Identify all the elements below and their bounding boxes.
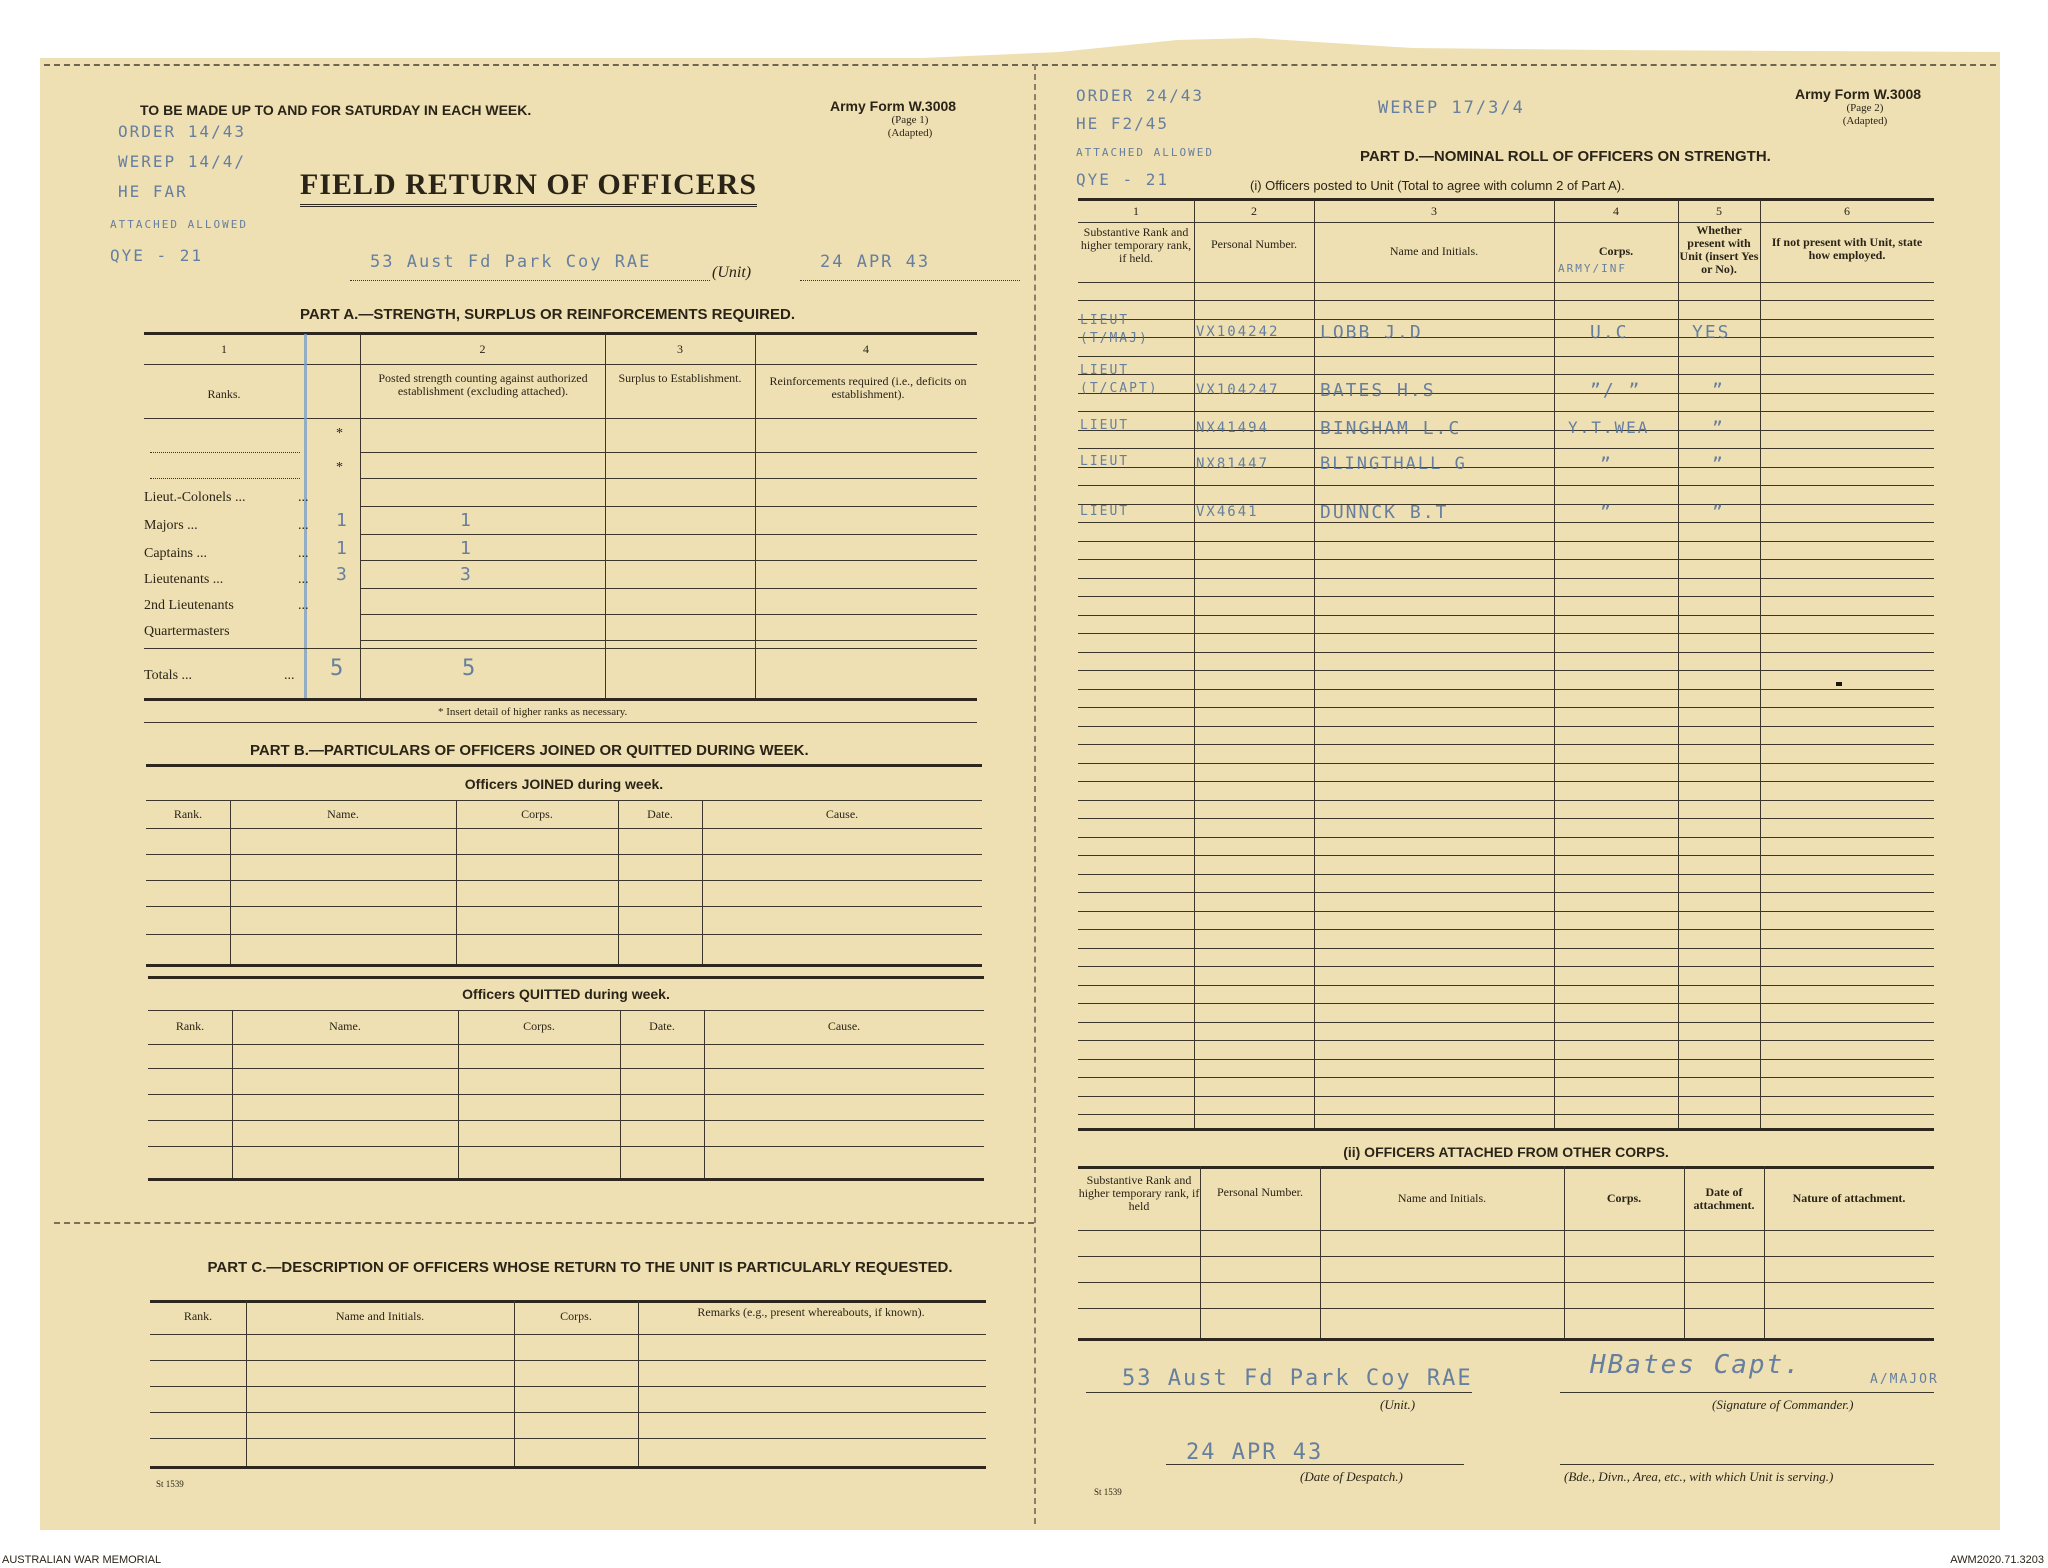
rank-dots: ... xyxy=(298,546,309,561)
instruction-text: TO BE MADE UP TO AND FOR SATURDAY IN EACH WEEK. xyxy=(140,102,532,118)
roll-rule xyxy=(1078,615,1934,616)
rank-value: 1 xyxy=(336,510,349,531)
rank-label: Captains ... xyxy=(144,546,207,561)
unit-label: (Unit.) xyxy=(1380,1397,1416,1412)
entry-name: BLINGTHALL G xyxy=(1320,454,1467,474)
part-a-heading: PART A.—STRENGTH, SURPLUS OR REINFORCEMENTS REQUIRED. xyxy=(300,306,796,323)
roll-rule xyxy=(1078,1022,1934,1023)
part-a-footnote: * Insert detail of higher ranks as necessary. xyxy=(438,706,628,718)
col-head: Name. xyxy=(327,807,359,821)
col-divider xyxy=(620,1010,621,1178)
col-divider xyxy=(618,800,619,964)
col-num: 1 xyxy=(1133,204,1139,218)
roll-rule xyxy=(1078,744,1934,745)
part-d-sub-ii: (ii) OFFICERS ATTACHED FROM OTHER CORPS. xyxy=(1343,1144,1669,1160)
entry-corps: U.C xyxy=(1590,322,1629,343)
rule xyxy=(146,934,982,935)
col-divider xyxy=(755,334,756,698)
col-head: Date. xyxy=(649,1019,675,1033)
entry-present: ” xyxy=(1712,380,1725,401)
handwritten-date: 24 APR 43 xyxy=(820,252,931,272)
page1-perforation xyxy=(54,1222,1034,1224)
entry-present: ” xyxy=(1712,418,1725,439)
entry-corps: ” xyxy=(1600,502,1613,523)
part-c-bottom-rule xyxy=(150,1466,986,1469)
col-num: 5 xyxy=(1716,204,1722,218)
adapted-label: (Adapted) xyxy=(1842,115,1888,127)
rule xyxy=(144,722,977,723)
rule xyxy=(360,560,977,561)
col-head: Corps. xyxy=(523,1019,555,1033)
totals-value: 5 xyxy=(330,656,346,681)
handwritten-stamp: ORDER 14/43 xyxy=(118,122,246,141)
col-divider xyxy=(458,1010,459,1178)
handwritten-stamp: ATTACHED ALLOWED xyxy=(110,218,248,231)
print-code: St 1539 xyxy=(1094,1487,1122,1497)
part-d-top-rule xyxy=(1078,198,1934,201)
col-head: Name and Initials. xyxy=(1389,244,1479,258)
star-row: * xyxy=(336,426,343,441)
roll-rule xyxy=(1078,985,1934,986)
totals-posted-value: 5 xyxy=(462,656,478,681)
rank-value: 3 xyxy=(336,564,349,585)
entry-corps: ”/ ” xyxy=(1590,380,1642,401)
col-divider xyxy=(514,1300,515,1466)
entry-number: VX104247 xyxy=(1196,382,1280,398)
roll-rule xyxy=(1078,522,1934,523)
joined-bottom-rule xyxy=(146,964,982,967)
page-label: (Page 1) xyxy=(891,114,929,126)
rank-label: Lieut.-Colonels ... xyxy=(144,490,246,505)
col-num: 4 xyxy=(1613,204,1619,218)
col-divider xyxy=(1684,1166,1685,1338)
rule xyxy=(148,1120,984,1121)
rule xyxy=(1078,282,1934,283)
roll-rule xyxy=(1078,855,1934,856)
rank-dots: ... xyxy=(298,598,309,613)
bde-label: (Bde., Divn., Area, etc., with which Unit is serving.) xyxy=(1564,1469,1834,1484)
entry-rank: LIEUT (T/MAJ) xyxy=(1080,313,1149,346)
col-head: Substantive Rank and higher temporary rank, if held. xyxy=(1080,225,1192,265)
col-divider xyxy=(456,800,457,964)
date-line xyxy=(800,280,1020,281)
col-divider xyxy=(246,1300,247,1466)
entry-number: VX4641 xyxy=(1196,504,1259,520)
rule xyxy=(146,800,982,801)
col-num: 6 xyxy=(1844,204,1850,218)
handwritten-stamp: WEREP 17/3/4 xyxy=(1378,98,1525,118)
rank-label: Majors ... xyxy=(144,518,198,533)
perforation-top xyxy=(44,64,1996,66)
col-head: Cause. xyxy=(827,1019,861,1033)
roll-rule xyxy=(1078,1096,1934,1097)
part-d-sub-i: (i) Officers posted to Unit (Total to agree with column 2 of Part A). xyxy=(1250,178,1625,193)
entry-corps: ” xyxy=(1600,454,1613,475)
part-a-bottom-rule xyxy=(144,698,977,701)
col-head: Rank. xyxy=(175,1019,205,1033)
col-divider xyxy=(702,800,703,964)
handwritten-unit: 53 Aust Fd Park Coy RAE xyxy=(1122,1366,1473,1391)
rule xyxy=(146,828,982,829)
handwritten-unit: 53 Aust Fd Park Coy RAE xyxy=(370,252,652,272)
col-divider xyxy=(360,334,361,698)
col-head: Corps. xyxy=(1606,1191,1642,1205)
roll-rule xyxy=(1078,781,1934,782)
roll-rule xyxy=(1078,763,1934,764)
roll-rule xyxy=(1078,300,1934,301)
col-divider xyxy=(1200,1166,1201,1338)
roll-rule xyxy=(1078,800,1934,801)
col-head-reinforcements: Reinforcements required (i.e., deficits on establishment). xyxy=(769,374,967,401)
col-head: Rank. xyxy=(173,807,203,821)
rule xyxy=(1078,1282,1934,1283)
entry-number: NX81447 xyxy=(1196,456,1270,472)
col-head: Whether present with Unit (insert Yes or No). xyxy=(1679,223,1759,276)
rule xyxy=(148,1146,984,1147)
entry-rank: LIEUT xyxy=(1080,454,1130,469)
roll-rule xyxy=(1078,1114,1934,1115)
col-divider xyxy=(232,1010,233,1178)
entry-name: LOBB J.D xyxy=(1320,322,1423,343)
rule xyxy=(150,1386,986,1387)
archive-credit: AUSTRALIAN WAR MEMORIAL xyxy=(2,1554,162,1566)
rule xyxy=(1078,1230,1934,1231)
roll-rule xyxy=(1078,559,1934,560)
army-form-number: Army Form W.3008 xyxy=(1795,86,1922,102)
army-form-number: Army Form W.3008 xyxy=(830,98,957,114)
rule xyxy=(360,478,977,479)
roll-rule xyxy=(1078,707,1934,708)
handwritten-stamp: QYE - 21 xyxy=(1076,170,1170,189)
rule xyxy=(144,418,977,419)
part-d-ii-top-rule xyxy=(1078,1166,1934,1169)
roll-rule xyxy=(1078,485,1934,486)
col-num: 1 xyxy=(221,342,227,356)
adapted-label: (Adapted) xyxy=(887,127,933,139)
handwritten-stamp: ORDER 24/43 xyxy=(1076,86,1204,105)
rule xyxy=(148,1068,984,1069)
part-b-heading: PART B.—PARTICULARS OF OFFICERS JOINED OR QUITTED DURING WEEK. xyxy=(250,742,809,759)
rank-value: 1 xyxy=(336,538,349,559)
rank-label: Quartermasters xyxy=(144,624,230,639)
rank-label: Lieutenants ... xyxy=(144,572,224,587)
entry-name: BATES H.S xyxy=(1320,380,1436,401)
col-divider xyxy=(1314,200,1315,1128)
roll-rule xyxy=(1078,966,1934,967)
col-head: Remarks (e.g., present whereabouts, if known). xyxy=(697,1305,925,1319)
roll-rule xyxy=(1078,541,1934,542)
handwritten-stamp: QYE - 21 xyxy=(110,246,204,265)
rule xyxy=(1078,222,1934,223)
corps-header-note: ARMY/INF xyxy=(1558,262,1627,275)
unit-line xyxy=(1086,1392,1472,1393)
center-fold xyxy=(1034,64,1036,1524)
totals-dots: ... xyxy=(284,668,295,683)
col-head: If not present with Unit, state how employed. xyxy=(1771,235,1923,262)
entry-rank: LIEUT (T/CAPT) xyxy=(1080,363,1159,396)
rule xyxy=(360,534,977,535)
quitted-bottom-rule xyxy=(148,1178,984,1181)
roll-rule xyxy=(1078,578,1934,579)
part-d-i-bottom-rule xyxy=(1078,1128,1934,1131)
dotted-rule xyxy=(150,478,300,479)
signature-suffix: A/MAJOR xyxy=(1870,1372,1939,1387)
ranks-blue-line xyxy=(304,334,307,698)
entry-present: ” xyxy=(1712,502,1725,523)
rule xyxy=(144,648,977,649)
entry-rank: LIEUT xyxy=(1080,418,1130,433)
col-num: 3 xyxy=(1431,204,1437,218)
col-divider xyxy=(1554,200,1555,1128)
rule xyxy=(360,614,977,615)
roll-rule xyxy=(1078,356,1934,357)
roll-rule xyxy=(1078,1040,1934,1041)
roll-rule xyxy=(1078,374,1934,375)
part-d-heading: PART D.—NOMINAL ROLL OF OFFICERS ON STRENGTH. xyxy=(1360,148,1771,165)
roll-rule xyxy=(1078,633,1934,634)
rule xyxy=(360,640,977,641)
col-divider xyxy=(1564,1166,1565,1338)
rule xyxy=(146,906,982,907)
archive-reference: AWM2020.71.3203 xyxy=(1950,1554,2044,1566)
unit-label: (Unit) xyxy=(712,264,752,281)
rule xyxy=(150,1334,986,1335)
roll-rule xyxy=(1078,596,1934,597)
totals-label: Totals ... xyxy=(144,668,193,683)
rule xyxy=(146,880,982,881)
form-title: FIELD RETURN OF OFFICERS xyxy=(300,168,757,207)
col-head: Name and Initials. xyxy=(335,1309,425,1323)
rule xyxy=(150,1360,986,1361)
rule xyxy=(146,854,982,855)
entry-rank: LIEUT xyxy=(1080,504,1130,519)
rank-dots: ... xyxy=(298,518,309,533)
handwritten-stamp: WEREP 14/4/ xyxy=(118,152,246,171)
col-head-surplus: Surplus to Establishment. xyxy=(618,371,742,385)
col-head: Date of attachment. xyxy=(1693,1185,1755,1212)
page-label: (Page 2) xyxy=(1846,102,1884,114)
rule xyxy=(1078,1256,1934,1257)
joined-title: Officers JOINED during week. xyxy=(464,776,664,792)
commander-signature: HBates Capt. xyxy=(1590,1350,1802,1380)
col-num: 2 xyxy=(479,342,486,356)
col-head: Name. xyxy=(329,1019,361,1033)
part-a-top-rule xyxy=(144,332,977,335)
handwritten-stamp: ATTACHED ALLOWED xyxy=(1076,146,1214,159)
part-c-heading: PART C.—DESCRIPTION OF OFFICERS WHOSE RETURN TO THE UNIT IS PARTICULARLY REQUESTED. xyxy=(207,1259,953,1276)
roll-rule xyxy=(1078,652,1934,653)
signature-line xyxy=(1560,1392,1934,1393)
rule xyxy=(360,452,977,453)
col-head-corps: Corps. xyxy=(1598,244,1634,258)
rule xyxy=(144,364,977,365)
roll-rule xyxy=(1078,670,1934,671)
col-divider xyxy=(1764,1166,1765,1338)
roll-rule xyxy=(1078,1077,1934,1078)
posted-value: 1 xyxy=(460,510,473,531)
rule xyxy=(148,1010,984,1011)
rule xyxy=(150,1438,986,1439)
col-divider xyxy=(704,1010,705,1178)
col-head: Cause. xyxy=(825,807,859,821)
rule xyxy=(360,506,977,507)
star-row: * xyxy=(336,460,343,475)
signature-label: (Signature of Commander.) xyxy=(1712,1397,1854,1412)
posted-value: 1 xyxy=(460,538,473,559)
col-head: Date. xyxy=(647,807,673,821)
part-c-top-rule xyxy=(150,1300,986,1303)
rule xyxy=(148,1044,984,1045)
col-divider xyxy=(605,334,606,698)
part-d-ii-bottom-rule xyxy=(1078,1338,1934,1341)
rank-dots: ... xyxy=(298,572,309,587)
col-divider xyxy=(1320,1166,1321,1338)
col-head: Name and Initials. xyxy=(1397,1191,1487,1205)
col-num: 3 xyxy=(677,342,683,356)
dotted-rule xyxy=(150,452,300,453)
roll-rule xyxy=(1078,1059,1934,1060)
col-head: Nature of attachment. xyxy=(1792,1191,1906,1205)
entry-present: ” xyxy=(1712,454,1725,475)
bde-line xyxy=(1560,1464,1934,1465)
col-head: Rank. xyxy=(183,1309,213,1323)
roll-rule xyxy=(1078,948,1934,949)
roll-rule xyxy=(1078,911,1934,912)
rule xyxy=(148,1094,984,1095)
roll-rule xyxy=(1078,818,1934,819)
col-divider xyxy=(1760,200,1761,1128)
entry-name: BINGHAM L.C xyxy=(1320,418,1462,439)
print-code: St 1539 xyxy=(156,1479,184,1489)
rule xyxy=(360,588,977,589)
col-divider xyxy=(230,800,231,964)
handwritten-stamp: HE FAR xyxy=(118,182,188,201)
roll-rule xyxy=(1078,319,1934,320)
roll-rule xyxy=(1078,929,1934,930)
date-line xyxy=(1166,1464,1464,1465)
ink-mark xyxy=(1836,682,1842,686)
roll-rule xyxy=(1078,1003,1934,1004)
col-head-posted: Posted strength counting against authorized establishment (excluding attached). xyxy=(378,371,588,398)
handwritten-stamp: HE F2/45 xyxy=(1076,114,1170,133)
posted-value: 3 xyxy=(460,564,473,585)
entry-corps: Y.T.WEA xyxy=(1568,418,1650,437)
date-label: (Date of Despatch.) xyxy=(1300,1469,1403,1484)
rule xyxy=(1078,1308,1934,1309)
roll-rule xyxy=(1078,874,1934,875)
entry-number: NX41494 xyxy=(1196,420,1270,436)
entry-present: YES xyxy=(1692,322,1731,343)
col-head: Personal Number. xyxy=(1211,237,1297,251)
col-divider xyxy=(1678,200,1679,1128)
col-head-ranks: Ranks. xyxy=(207,387,241,401)
entry-number: VX104242 xyxy=(1196,324,1280,340)
roll-rule xyxy=(1078,726,1934,727)
col-head: Personal Number. xyxy=(1217,1185,1303,1199)
rule xyxy=(150,1412,986,1413)
col-head: Substantive Rank and higher temporary rank, if held xyxy=(1078,1173,1200,1213)
col-divider xyxy=(1194,200,1195,1128)
col-num: 4 xyxy=(863,342,869,356)
col-divider xyxy=(638,1300,639,1466)
handwritten-despatch-date: 24 APR 43 xyxy=(1186,1440,1324,1465)
quitted-title: Officers QUITTED during week. xyxy=(462,986,670,1002)
rank-label: 2nd Lieutenants xyxy=(144,598,234,613)
roll-rule xyxy=(1078,448,1934,449)
part-b-top-rule xyxy=(146,764,982,767)
roll-rule xyxy=(1078,892,1934,893)
col-head: Corps. xyxy=(560,1309,592,1323)
col-head: Corps. xyxy=(521,807,553,821)
entry-name: DUNNCK B.T xyxy=(1320,502,1449,523)
roll-rule xyxy=(1078,411,1934,412)
rank-dots: ... xyxy=(298,490,309,505)
roll-rule xyxy=(1078,689,1934,690)
roll-rule xyxy=(1078,837,1934,838)
col-num: 2 xyxy=(1251,204,1257,218)
unit-line xyxy=(350,280,710,281)
quitted-top-rule xyxy=(148,976,984,979)
